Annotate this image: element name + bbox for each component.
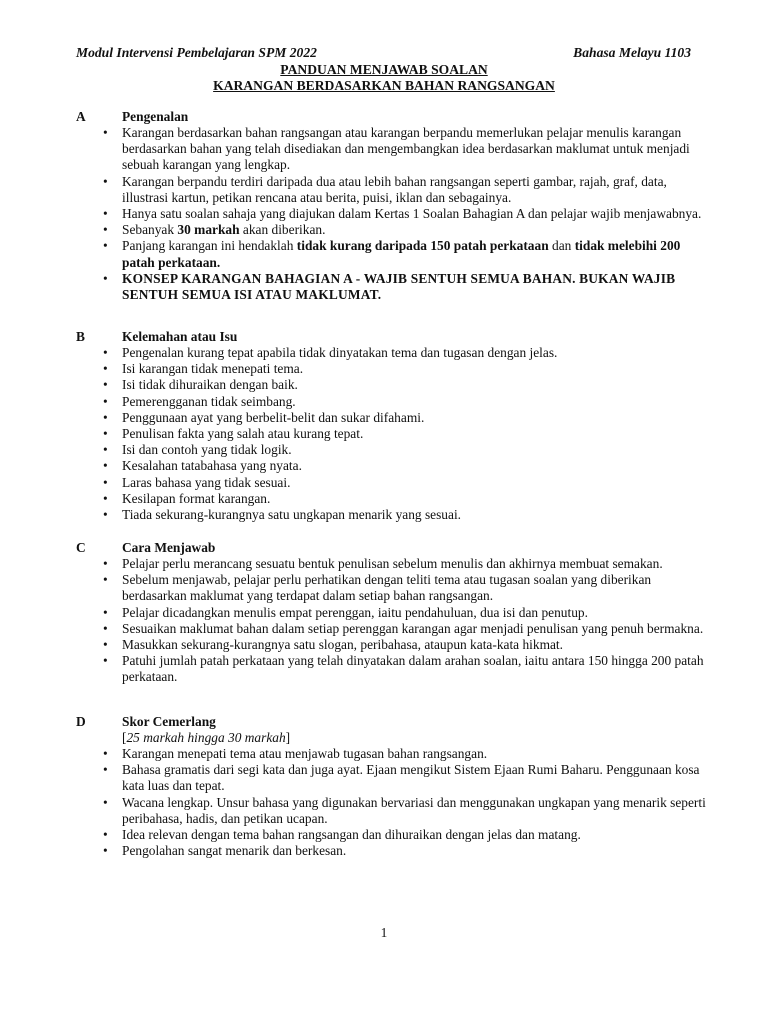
list-item: • Penggunaan ayat yang berbelit-belit dan sukar difahami. (103, 409, 425, 425)
list-item: • Wacana lengkap. Unsur bahasa yang digunakan bervariasi dan menggunakan ungkapan yang menarik seperti peribahasa, hadis, dan petikan ucapan. (103, 794, 706, 826)
bullet-list (76, 125, 708, 303)
list-item: • Sebelum menjawab, pelajar perlu perhatikan dengan teliti tema atau tugasan soalan yang diberikan berdasarkan maklumat yang terdapat dalam setiap bahan rangsangan. (103, 572, 652, 604)
section-a (76, 109, 708, 303)
list-item: • Masukkan sekurang-kurangnya satu slogan, peribahasa, ataupun kata-kata hikmat. (103, 637, 564, 653)
list-item: • Pelajar perlu merancang sesuatu bentuk penulisan sebelum menulis dan akhirnya membuat semakan. (103, 556, 663, 571)
bullet-icon: • (103, 827, 108, 843)
section-letter: B (76, 329, 85, 344)
section-d (76, 714, 708, 859)
bullet-icon: • (103, 409, 108, 425)
list-item: • KONSEP KARANGAN BAHAGIAN A - WAJIB SENTUH SEMUA BAHAN. BUKAN WAJIB SENTUH SEMUA ISI ATAU MAKLUMAT. (103, 270, 676, 303)
list-item: • Patuhi jumlah patah perkataan yang telah dinyatakan dalam arahan soalan, iaitu antara 150 hingga 200 patah perkataan. (103, 653, 704, 685)
page-number: 1 (380, 925, 388, 940)
list-item: • Tiada sekurang-kurangnya satu ungkapan menarik yang sesuai. (103, 507, 462, 523)
bullet-icon: • (103, 620, 108, 636)
list-item: • Panjang karangan ini hendaklah tidak kurang daripada 150 patah perkataan dan tidak melebihi 200 patah perkataan. (103, 238, 681, 270)
list-item: • Karangan berdasarkan bahan rangsangan atau karangan berpandu memerlukan pelajar menulis karangan berdasarkan bahan yang telah disediakan dan mengembangkan idea berdasarkan maklumat untuk menjadi sebuah karangan yang lengkap. (103, 125, 690, 173)
bullet-icon: • (103, 637, 108, 653)
list-item: • Sesuaikan maklumat bahan dalam setiap perenggan karangan agar menjadi penulisan yang penuh bermakna. (103, 620, 704, 636)
bullet-icon: • (103, 345, 108, 360)
header-module-title: Modul Intervensi Pembelajaran SPM 2022 (76, 45, 317, 60)
bullet-icon: • (103, 507, 108, 523)
list-item: • Karangan berpandu terdiri daripada dua atau lebih bahan rangsangan seperti gambar, rajah, graf, data, illustrasi kartun, petikan rencana atau berita, puisi, iklan dan sebagainya. (103, 173, 667, 205)
bullet-list (76, 556, 708, 686)
list-item: • Karangan menepati tema atau menjawab tugasan bahan rangsangan. (103, 746, 488, 761)
section-heading: Cara Menjawab (122, 540, 216, 555)
bullet-icon: • (103, 173, 108, 189)
list-item: • Isi dan contoh yang tidak logik. (103, 442, 292, 458)
bullet-icon: • (103, 458, 108, 474)
bullet-list (76, 345, 708, 523)
bullet-icon: • (103, 393, 108, 409)
score-range: [25 markah hingga 30 markah] (122, 730, 291, 745)
title-line-1: PANDUAN MENJAWAB SOALAN (280, 62, 488, 77)
list-item: • Kesilapan format karangan. (103, 490, 271, 506)
list-item: • Sebanyak 30 markah akan diberikan. (103, 222, 326, 238)
list-item: • Kesalahan tatabahasa yang nyata. (103, 458, 302, 474)
list-item: • Pengenalan kurang tepat apabila tidak dinyatakan tema dan tugasan dengan jelas. (103, 345, 558, 360)
bullet-icon: • (103, 238, 108, 254)
running-header (76, 45, 691, 63)
section-heading: Kelemahan atau Isu (122, 329, 238, 344)
bullet-icon: • (103, 490, 108, 506)
section-letter: C (76, 540, 86, 555)
bullet-icon: • (103, 270, 108, 286)
section-b (76, 329, 708, 523)
list-item: • Laras bahasa yang tidak sesuai. (103, 474, 291, 490)
bullet-icon: • (103, 746, 108, 761)
list-item: • Penulisan fakta yang salah atau kurang tepat. (103, 426, 364, 442)
bullet-icon: • (103, 442, 108, 458)
bullet-icon: • (103, 426, 108, 442)
section-letter: A (76, 109, 86, 124)
bullet-icon: • (103, 222, 108, 238)
bullet-icon: • (103, 653, 108, 669)
bullet-icon: • (103, 377, 108, 393)
bullet-icon: • (103, 361, 108, 377)
bullet-icon: • (103, 206, 108, 222)
bullet-icon: • (103, 604, 108, 620)
bullet-icon: • (103, 572, 108, 588)
list-item: • Isi tidak dihuraikan dengan baik. (103, 377, 298, 393)
section-letter: D (76, 714, 86, 729)
section-heading: Pengenalan (122, 109, 189, 124)
list-item: • Hanya satu soalan sahaja yang diajukan dalam Kertas 1 Soalan Bahagian A dan pelajar wajib menjawabnya. (103, 206, 702, 222)
bullet-icon: • (103, 843, 108, 859)
list-item: • Idea relevan dengan tema bahan rangsangan dan dihuraikan dengan jelas dan matang. (103, 827, 581, 843)
section-heading: Skor Cemerlang (122, 714, 216, 729)
bullet-icon: • (103, 474, 108, 490)
section-c (76, 540, 708, 686)
document-title (0, 62, 768, 93)
list-item: • Pemerengganan tidak seimbang. (103, 393, 296, 409)
list-item: • Bahasa gramatis dari segi kata dan juga ayat. Ejaan mengikut Sistem Ejaan Rumi Baharu. Penggunaan kosa kata luas dan tepat. (103, 762, 700, 794)
bullet-icon: • (103, 125, 108, 140)
list-item: • Pelajar dicadangkan menulis empat perenggan, iaitu pendahuluan, dua isi dan penutup. (103, 604, 588, 620)
title-line-2: KARANGAN BERDASARKAN BAHAN RANGSANGAN (213, 77, 555, 93)
list-item: • Pengolahan sangat menarik dan berkesan. (103, 843, 347, 859)
header-subject-code: Bahasa Melayu 1103 (573, 45, 691, 60)
bullet-icon: • (103, 556, 108, 571)
bullet-list (76, 746, 708, 859)
bullet-icon: • (103, 794, 108, 810)
list-item: • Isi karangan tidak menepati tema. (103, 361, 304, 377)
bullet-icon: • (103, 762, 108, 778)
